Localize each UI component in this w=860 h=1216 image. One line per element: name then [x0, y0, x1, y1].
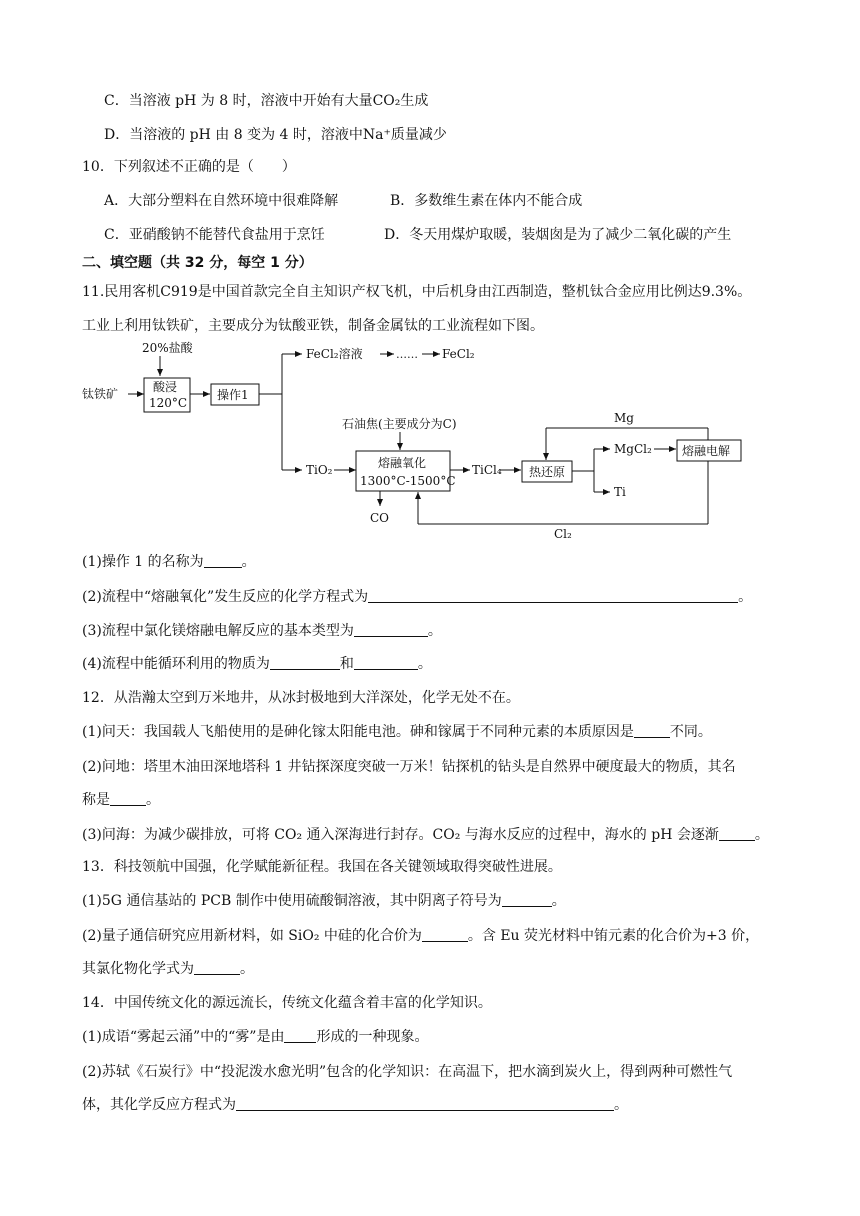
q13-2-line1	[82, 926, 759, 946]
cl2-label: Cl₂	[554, 527, 572, 541]
q12-1-tail: 不同。	[669, 724, 712, 740]
answer-blank[interactable]	[270, 655, 340, 670]
q13-2-tail: 。含 Eu 荧光材料中铕元素的化合价为+3 价，	[467, 928, 760, 944]
question-12: 12．从浩瀚太空到万米地井，从冰封极地到大洋深处，化学无处不在。	[82, 690, 520, 706]
answer-blank[interactable]	[422, 927, 468, 942]
dots-label: ……	[396, 348, 418, 361]
answer-blank[interactable]	[194, 960, 240, 975]
q13-1	[82, 891, 566, 911]
period: 。	[614, 1097, 628, 1113]
ticl4-label: TiCl₄	[472, 463, 502, 477]
period: 。	[427, 623, 442, 639]
q11-4	[82, 654, 432, 674]
option-b-10: B．多数维生素在体内不能合成	[390, 193, 583, 209]
answer-blank[interactable]	[284, 1028, 316, 1043]
ore-label: 钛铁矿	[82, 387, 119, 401]
answer-blank[interactable]	[354, 655, 418, 670]
period: 。	[417, 656, 432, 672]
q11-2	[82, 587, 752, 607]
option-a-10: A．大部分塑料在自然环境中很难降解	[104, 193, 339, 209]
acid-leach-label: 酸浸	[153, 380, 178, 394]
option-c-9: C．当溶液 pH 为 8 时，溶液中开始有大量CO₂生成	[104, 93, 429, 109]
ti-label: Ti	[614, 485, 626, 499]
fecl2-label: FeCl₂	[442, 347, 475, 361]
q11-3	[82, 621, 442, 641]
q11-1-text: (1)操作 1 的名称为	[82, 554, 204, 570]
and-text: 和	[339, 656, 354, 672]
option-d-10: D．冬天用煤炉取暖，装烟囱是为了减少二氧化碳的产生	[384, 227, 732, 243]
question-14: 14．中国传统文化的源远流长，传统文化蕴含着丰富的化学知识。	[82, 995, 492, 1011]
fusion-label: 熔融氧化	[378, 456, 427, 470]
coke-label: 石油焦(主要成分为C)	[342, 417, 457, 431]
question-13: 13．科技领航中国强，化学赋能新征程。我国在各关键领域取得突破性进展。	[82, 859, 562, 875]
mg-label: Mg	[614, 411, 634, 425]
question-10: 10．下列叙述不正确的是（ ）	[82, 159, 296, 175]
q12-3	[82, 825, 769, 845]
fusion-temp-label: 1300°C-1500°C	[360, 474, 456, 488]
q14-2-text: 体，其化学反应方程式为	[82, 1097, 236, 1113]
q11-1	[82, 552, 256, 572]
q11-4-text: (4)流程中能循环利用的物质为	[82, 656, 270, 672]
q11-2-text: (2)流程中“熔融氧化”发生反应的化学方程式为	[82, 589, 369, 605]
op1-label: 操作1	[217, 388, 249, 402]
q14-1-tail: 形成的一种现象。	[316, 1029, 429, 1045]
acid-temp-label: 120°C	[149, 396, 188, 410]
q14-2-line2	[82, 1095, 628, 1115]
answer-blank[interactable]	[110, 791, 146, 806]
q13-1-text: (1)5G 通信基站的 PCB 制作中使用硫酸铜溶液，其中阴离子符号为	[82, 893, 502, 909]
q14-1-text: (1)成语“雾起云涌”中的“雾”是由	[82, 1029, 285, 1045]
question-11-line1: 11.民用客机C919是中国首款完全自主知识产权飞机，中后机身由江西制造，整机钛合金应用比例达9.3%。	[82, 284, 752, 300]
q14-2-line1: (2)苏轼《石炭行》中“投泥泼水愈光明”包含的化学知识：在高温下，把水滴到炭火上，得到两种可燃性气	[82, 1064, 733, 1080]
period: 。	[738, 589, 753, 605]
period: 。	[754, 827, 769, 843]
answer-blank[interactable]	[634, 723, 670, 738]
q13-2-text2: 其氯化物化学式为	[82, 961, 194, 977]
answer-blank[interactable]	[236, 1096, 614, 1111]
q11-3-text: (3)流程中氯化镁熔融电解反应的基本类型为	[82, 623, 354, 639]
q12-2-text: 称是	[82, 792, 110, 808]
option-d-9: D．当溶液的 pH 由 8 变为 4 时，溶液中Na⁺质量减少	[104, 127, 447, 143]
q14-1	[82, 1027, 428, 1047]
fecl2-solution-label: FeCl₂溶液	[306, 347, 363, 361]
mgcl2-label: MgCl₂	[614, 442, 652, 456]
q12-1-text: (1)问天：我国载人飞船使用的是砷化镓太阳能电池。砷和镓属于不同种元素的本质原因是	[82, 724, 634, 740]
reduce-label: 热还原	[529, 465, 566, 479]
electro-label: 熔融电解	[682, 444, 731, 458]
period: 。	[551, 893, 566, 909]
answer-blank[interactable]	[719, 826, 755, 841]
period: 。	[240, 961, 254, 977]
section-title: 二、填空题（共 32 分，每空 1 分）	[82, 255, 313, 271]
q12-3-text: (3)问海：为减少碳排放，可将 CO₂ 通入深海进行封存。CO₂ 与海水反应的过程中，海水的 pH 会逐渐	[82, 827, 719, 843]
answer-blank[interactable]	[204, 553, 242, 568]
q12-2-line1: (2)问地：塔里木油田深地塔科 1 井钻探深度突破一万米！钻探机的钻头是自然界中硬度最大的物质，其名	[82, 759, 736, 775]
question-11-line2: 工业上利用钛铁矿，主要成分为钛酸亚铁，制备金属钛的工业流程如下图。	[82, 318, 544, 334]
q13-2-text: (2)量子通信研究应用新材料，如 SiO₂ 中硅的化合价为	[82, 928, 422, 944]
hcl-label: 20%盐酸	[142, 341, 193, 355]
answer-blank[interactable]	[354, 622, 428, 637]
q13-2-line2	[82, 959, 254, 979]
option-c-10: C．亚硝酸钠不能替代食盐用于烹饪	[104, 227, 325, 243]
q12-2-line2	[82, 790, 160, 810]
period: 。	[241, 554, 256, 570]
answer-blank[interactable]	[502, 892, 552, 907]
flow-diagram	[80, 338, 760, 546]
answer-blank[interactable]	[368, 588, 738, 603]
co-label: CO	[370, 511, 390, 525]
tio2-label: TiO₂	[306, 463, 333, 477]
q12-1	[82, 722, 712, 742]
period: 。	[146, 792, 160, 808]
